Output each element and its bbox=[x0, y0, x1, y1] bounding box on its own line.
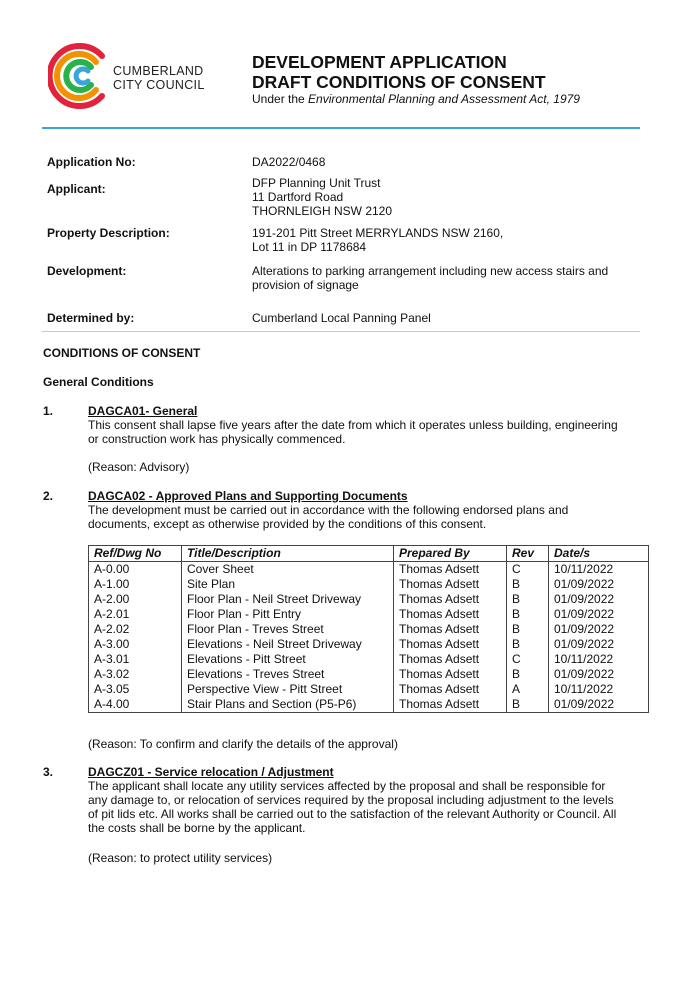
table-cell: B bbox=[507, 697, 549, 713]
condition-text: This consent shall lapse five years after the date from which it operates unless building, engineering bbox=[88, 418, 618, 432]
table-cell: B bbox=[507, 607, 549, 622]
table-cell: 10/11/2022 bbox=[549, 682, 649, 697]
table-cell: 01/09/2022 bbox=[549, 667, 649, 682]
subtitle-act: Environmental Planning and Assessment Act, 1979 bbox=[308, 92, 580, 106]
table-cell: 01/09/2022 bbox=[549, 637, 649, 652]
table-cell: Thomas Adsett bbox=[394, 562, 507, 578]
conditions-heading: CONDITIONS OF CONSENT bbox=[43, 346, 201, 360]
condition-3 bbox=[88, 765, 648, 835]
table-cell: A-3.05 bbox=[89, 682, 182, 697]
table-row bbox=[89, 577, 649, 592]
table-cell: Thomas Adsett bbox=[394, 607, 507, 622]
table-cell: Elevations - Pitt Street bbox=[182, 652, 394, 667]
table-cell: B bbox=[507, 667, 549, 682]
table-cell: Perspective View - Pitt Street bbox=[182, 682, 394, 697]
condition-1 bbox=[88, 404, 648, 446]
table-cell: B bbox=[507, 637, 549, 652]
title-line2: DRAFT CONDITIONS OF CONSENT bbox=[252, 72, 546, 92]
column-header: Title/Description bbox=[182, 546, 394, 562]
document-title bbox=[252, 52, 546, 92]
table-cell: B bbox=[507, 592, 549, 607]
info-divider bbox=[42, 331, 640, 332]
table-cell: Thomas Adsett bbox=[394, 577, 507, 592]
table-cell: A-3.00 bbox=[89, 637, 182, 652]
table-cell: A-2.00 bbox=[89, 592, 182, 607]
table-cell: 10/11/2022 bbox=[549, 652, 649, 667]
table-cell: 01/09/2022 bbox=[549, 697, 649, 713]
property-line: 191-201 Pitt Street MERRYLANDS NSW 2160, bbox=[252, 226, 504, 240]
table-row bbox=[89, 652, 649, 667]
general-conditions-heading: General Conditions bbox=[43, 375, 154, 389]
council-name bbox=[113, 64, 205, 92]
condition-title: DAGCZ01 - Service relocation / Adjustment bbox=[88, 765, 334, 779]
condition-number: 3. bbox=[43, 765, 54, 779]
table-cell: Thomas Adsett bbox=[394, 592, 507, 607]
applicant-line: 11 Dartford Road bbox=[252, 190, 344, 204]
table-cell: A-1.00 bbox=[89, 577, 182, 592]
condition-text: or construction work has physically commenced. bbox=[88, 432, 346, 446]
condition-reason: (Reason: To confirm and clarify the details of the approval) bbox=[88, 737, 398, 751]
table-cell: Thomas Adsett bbox=[394, 667, 507, 682]
table-cell: 01/09/2022 bbox=[549, 622, 649, 637]
table-cell: Thomas Adsett bbox=[394, 682, 507, 697]
table-row bbox=[89, 622, 649, 637]
condition-title: DAGCA02 - Approved Plans and Supporting Documents bbox=[88, 489, 408, 503]
table-cell: B bbox=[507, 622, 549, 637]
column-header: Prepared By bbox=[394, 546, 507, 562]
table-cell: B bbox=[507, 577, 549, 592]
table-cell: Floor Plan - Neil Street Driveway bbox=[182, 592, 394, 607]
table-cell: A-4.00 bbox=[89, 697, 182, 713]
table-row bbox=[89, 697, 649, 713]
applicant-line: THORNLEIGH NSW 2120 bbox=[252, 204, 393, 218]
table-cell: Cover Sheet bbox=[182, 562, 394, 578]
table-row bbox=[89, 562, 649, 578]
table-cell: Thomas Adsett bbox=[394, 622, 507, 637]
condition-text: The applicant shall locate any utility services affected by the proposal and shall be responsible for bbox=[88, 779, 606, 793]
table-cell: A-2.01 bbox=[89, 607, 182, 622]
condition-number: 1. bbox=[43, 404, 54, 418]
table-cell: 01/09/2022 bbox=[549, 592, 649, 607]
condition-reason: (Reason: to protect utility services) bbox=[88, 851, 273, 865]
development-label: Development: bbox=[47, 264, 127, 278]
table-cell: A-0.00 bbox=[89, 562, 182, 578]
table-cell: A-3.02 bbox=[89, 667, 182, 682]
table-cell: Thomas Adsett bbox=[394, 637, 507, 652]
table-cell: Thomas Adsett bbox=[394, 697, 507, 713]
table-header-row bbox=[89, 546, 649, 562]
property-label: Property Description: bbox=[47, 226, 170, 240]
determined-value: Cumberland Local Panning Panel bbox=[252, 311, 431, 325]
column-header: Rev bbox=[507, 546, 549, 562]
table-cell: C bbox=[507, 562, 549, 578]
application-no-label: Application No: bbox=[47, 155, 136, 169]
column-header: Ref/Dwg No bbox=[89, 546, 182, 562]
condition-reason: (Reason: Advisory) bbox=[88, 460, 190, 474]
table-cell: Floor Plan - Treves Street bbox=[182, 622, 394, 637]
table-cell: A bbox=[507, 682, 549, 697]
approved-plans-table bbox=[88, 545, 649, 713]
document-subtitle bbox=[252, 92, 580, 106]
table-cell: 01/09/2022 bbox=[549, 607, 649, 622]
development-line: Alterations to parking arrangement including new access stairs and bbox=[252, 264, 609, 278]
table-cell: Site Plan bbox=[182, 577, 394, 592]
table-cell: C bbox=[507, 652, 549, 667]
condition-text: the costs shall be borne by the applicant. bbox=[88, 821, 306, 835]
table-row bbox=[89, 682, 649, 697]
condition-text: any damage to, or relocation of services required by the proposal including adjustment to the levels bbox=[88, 793, 614, 807]
applicant-line: DFP Planning Unit Trust bbox=[252, 176, 381, 190]
table-cell: Stair Plans and Section (P5-P6) bbox=[182, 697, 394, 713]
table-cell: 10/11/2022 bbox=[549, 562, 649, 578]
table-row bbox=[89, 592, 649, 607]
table-row bbox=[89, 607, 649, 622]
condition-text: The development must be carried out in accordance with the following endorsed plans and bbox=[88, 503, 569, 517]
table-cell: A-3.01 bbox=[89, 652, 182, 667]
table-cell: Thomas Adsett bbox=[394, 652, 507, 667]
title-line1: DEVELOPMENT APPLICATION bbox=[252, 52, 507, 72]
subtitle-prefix: Under the bbox=[252, 92, 309, 106]
column-header: Date/s bbox=[549, 546, 649, 562]
condition-text: of pit lids etc. All works shall be carried out to the satisfaction of the relevant Authority or Council. All bbox=[88, 807, 617, 821]
condition-title: DAGCA01- General bbox=[88, 404, 198, 418]
condition-2 bbox=[88, 489, 648, 531]
table-cell: Floor Plan - Pitt Entry bbox=[182, 607, 394, 622]
development-line: provision of signage bbox=[252, 278, 359, 292]
table-cell: Elevations - Neil Street Driveway bbox=[182, 637, 394, 652]
council-name-line1: CUMBERLAND bbox=[113, 64, 204, 78]
condition-number: 2. bbox=[43, 489, 54, 503]
table-cell: 01/09/2022 bbox=[549, 577, 649, 592]
application-no-value: DA2022/0468 bbox=[252, 155, 326, 169]
council-name-line2: CITY COUNCIL bbox=[113, 78, 205, 92]
table-cell: Elevations - Treves Street bbox=[182, 667, 394, 682]
property-line: Lot 11 in DP 1178684 bbox=[252, 240, 367, 254]
council-logo-icon bbox=[48, 40, 108, 112]
determined-label: Determined by: bbox=[47, 311, 135, 325]
applicant-label: Applicant: bbox=[47, 182, 106, 196]
table-cell: A-2.02 bbox=[89, 622, 182, 637]
table-row bbox=[89, 637, 649, 652]
condition-text: documents, except as otherwise provided by the conditions of this consent. bbox=[88, 517, 487, 531]
header-divider bbox=[42, 127, 640, 129]
table-row bbox=[89, 667, 649, 682]
